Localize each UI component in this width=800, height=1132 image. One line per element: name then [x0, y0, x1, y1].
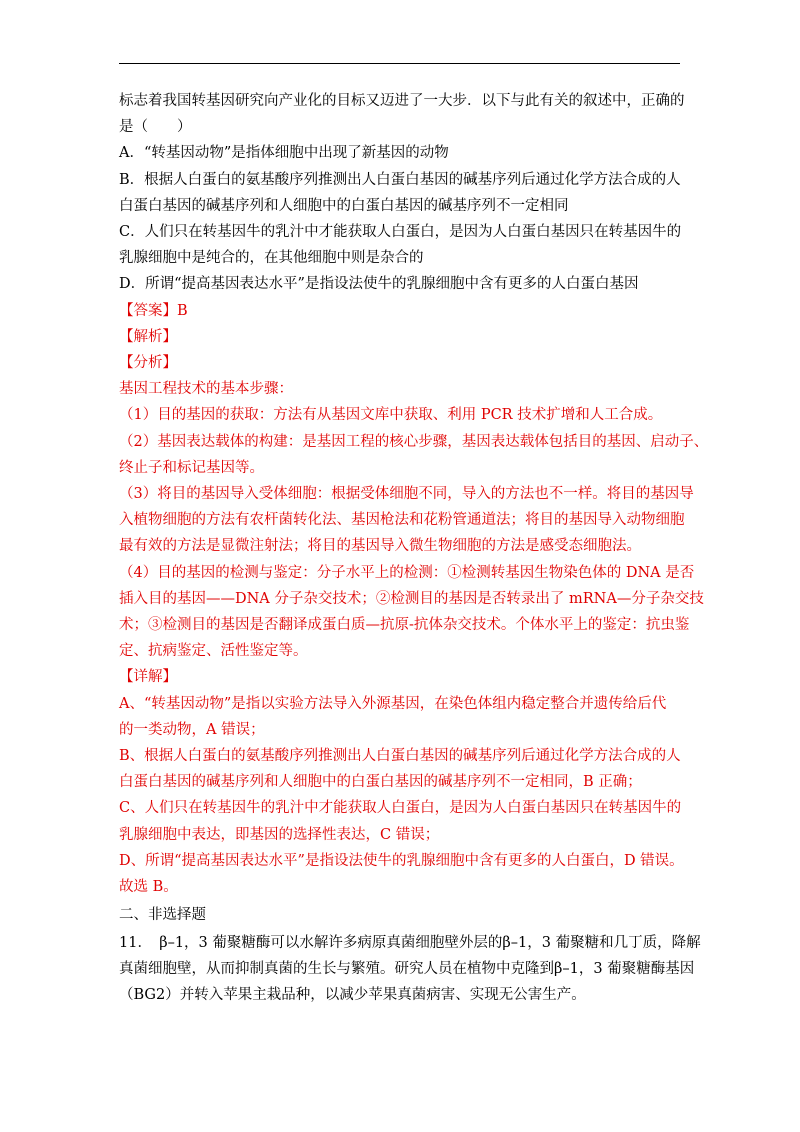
option-d: D．所谓“提高基因表达水平”是指设法使牛的乳腺细胞中含有更多的人白蛋白基因	[119, 276, 639, 293]
analysis-label: 【解析】	[119, 328, 177, 345]
detail-content	[119, 691, 699, 901]
document-body	[119, 88, 709, 1008]
stem-line: 是（ ）	[119, 119, 192, 136]
fenxi-line: 基因工程技术的基本步骤：	[119, 381, 293, 398]
question-11	[119, 930, 699, 1009]
options	[119, 140, 699, 297]
detail-line: C、人们只在转基因牛的乳汁中才能获取人白蛋白，是因为人白蛋白基因只在转基因牛的	[119, 800, 682, 817]
question-stem	[119, 88, 699, 140]
detail-line: 白蛋白基因的碱基序列和人细胞中的白蛋白基因的碱基序列不一定相同，B 正确；	[119, 774, 642, 791]
detail-line: 乳腺细胞中表达，即基因的选择性表达，C 错误；	[119, 826, 440, 843]
fenxi-line: 最有效的方法是显微注射法；将目的基因导入微生物细胞的方法是感受态细胞法。	[119, 538, 641, 555]
fenxi-line: 入植物细胞的方法有农杆菌转化法、基因枪法和花粉管通道法；将目的基因导入动物细胞	[119, 512, 685, 529]
fenxi-line: 终止子和标记基因等。	[119, 459, 264, 476]
option-b: B．根据人白蛋白的氨基酸序列推测出人白蛋白基因的碱基序列后通过化学方法合成的人	[119, 171, 681, 188]
option-b-cont: 白蛋白基因的碱基序列和人细胞中的白蛋白基因的碱基序列不一定相同	[119, 197, 569, 214]
detail-label: 【详解】	[119, 669, 177, 686]
fenxi-line: 定、抗病鉴定、活性鉴定等。	[119, 643, 308, 660]
q11-line: （BG2）并转入苹果主栽品种，以减少苹果真菌病害、实现无公害生产。	[119, 986, 586, 1003]
option-c: C．人们只在转基因牛的乳汁中才能获取人白蛋白，是因为人白蛋白基因只在转基因牛的	[119, 224, 682, 241]
option-c-cont: 乳腺细胞中是纯合的，在其他细胞中则是杂合的	[119, 250, 424, 267]
detail-line: 的一类动物，A 错误；	[119, 721, 265, 738]
detail-line: B、根据人白蛋白的氨基酸序列推测出人白蛋白基因的碱基序列后通过化学方法合成的人	[119, 748, 681, 765]
answer-label: 【答案】B	[119, 302, 188, 319]
fenxi-label: 【分析】	[119, 355, 177, 372]
header-rule	[119, 63, 680, 64]
q11-line: 真菌细胞壁，从而抑制真菌的生长与繁殖。研究人员在植物中克隆到β–1，3 葡聚糖酶基因	[119, 960, 695, 977]
fenxi-line: 术；③检测目的基因是否翻译成蛋白质—抗原-抗体杂交技术。个体水平上的鉴定：抗虫鉴	[119, 617, 690, 634]
stem-line: 标志着我国转基因研究向产业化的目标又迈进了一大步．以下与此有关的叙述中，正确的	[119, 93, 685, 109]
fenxi-line: （2）基因表达载体的构建：是基因工程的核心步骤，基因表达载体包括目的基因、启动子、	[119, 433, 709, 450]
fenxi-content	[119, 376, 709, 664]
fenxi-line: 插入目的基因——DNA 分子杂交技术；②检测目的基因是否转录出了 mRNA—分子杂交技	[119, 590, 704, 607]
fenxi-line: （1）目的基因的获取：方法有从基因文库中获取、利用 PCR 技术扩增和人工合成。	[119, 407, 663, 424]
fenxi-line: （4）目的基因的检测与鉴定：分子水平上的检测：①检测转基因生物染色体的 DNA 是否	[119, 564, 695, 581]
detail-line: D、所谓“提高基因表达水平”是指设法使牛的乳腺细胞中含有更多的人白蛋白，D 错误。	[119, 852, 684, 869]
section-heading: 二、非选择题	[119, 907, 206, 924]
q11-line: 11． β–1，3 葡聚糖酶可以水解许多病原真菌细胞壁外层的β–1，3 葡聚糖和几丁质，降解	[119, 934, 701, 951]
detail-line: 故选 B。	[119, 879, 178, 896]
option-a: A．“转基因动物”是指体细胞中出现了新基因的动物	[119, 145, 449, 162]
fenxi-line: （3）将目的基因导入受体细胞：根据受体细胞不同，导入的方法也不一样。将目的基因导	[119, 486, 694, 503]
detail-line: A、“转基因动物”是指以实验方法导入外源基因，在染色体组内稳定整合并遗传给后代	[119, 695, 667, 712]
